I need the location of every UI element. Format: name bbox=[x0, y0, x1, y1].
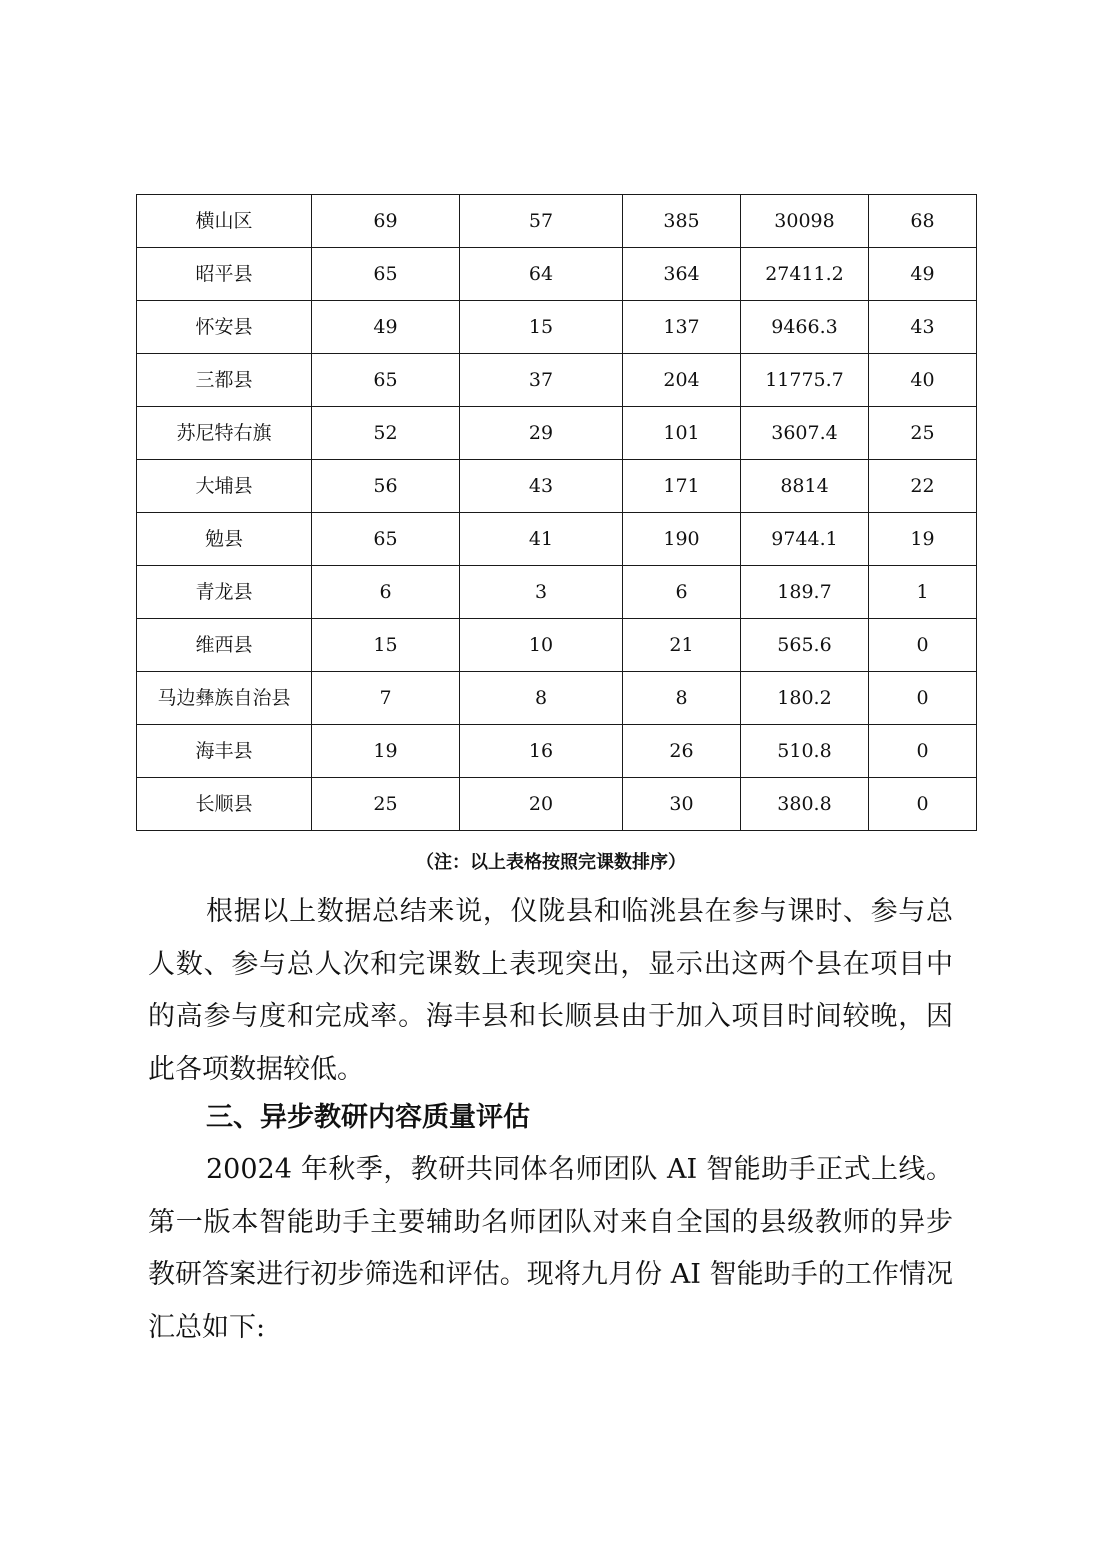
table-row bbox=[137, 566, 977, 619]
value-cell: 40 bbox=[869, 354, 977, 407]
value-cell: 11775.7 bbox=[741, 354, 869, 407]
table-body bbox=[137, 195, 977, 831]
value-cell: 10 bbox=[460, 619, 623, 672]
value-cell: 20 bbox=[460, 778, 623, 831]
value-cell: 6 bbox=[623, 566, 741, 619]
county-name-cell: 维西县 bbox=[137, 619, 312, 672]
county-name-cell: 青龙县 bbox=[137, 566, 312, 619]
table-row bbox=[137, 195, 977, 248]
value-cell: 30 bbox=[623, 778, 741, 831]
value-cell: 15 bbox=[460, 301, 623, 354]
value-cell: 26 bbox=[623, 725, 741, 778]
county-name-cell: 勉县 bbox=[137, 513, 312, 566]
value-cell: 8 bbox=[623, 672, 741, 725]
value-cell: 0 bbox=[869, 672, 977, 725]
value-cell: 0 bbox=[869, 778, 977, 831]
value-cell: 380.8 bbox=[741, 778, 869, 831]
value-cell: 0 bbox=[869, 725, 977, 778]
value-cell: 0 bbox=[869, 619, 977, 672]
county-name-cell: 长顺县 bbox=[137, 778, 312, 831]
table-row bbox=[137, 301, 977, 354]
value-cell: 8 bbox=[460, 672, 623, 725]
county-name-cell: 横山区 bbox=[137, 195, 312, 248]
table-row bbox=[137, 778, 977, 831]
value-cell: 49 bbox=[869, 248, 977, 301]
value-cell: 25 bbox=[869, 407, 977, 460]
value-cell: 21 bbox=[623, 619, 741, 672]
county-name-cell: 海丰县 bbox=[137, 725, 312, 778]
value-cell: 27411.2 bbox=[741, 248, 869, 301]
county-name-cell: 大埔县 bbox=[137, 460, 312, 513]
county-name-cell: 苏尼特右旗 bbox=[137, 407, 312, 460]
value-cell: 25 bbox=[312, 778, 460, 831]
value-cell: 56 bbox=[312, 460, 460, 513]
value-cell: 65 bbox=[312, 248, 460, 301]
value-cell: 204 bbox=[623, 354, 741, 407]
table-row bbox=[137, 460, 977, 513]
section-heading: 三、异步教研内容质量评估 bbox=[206, 1102, 530, 1133]
table-row bbox=[137, 725, 977, 778]
value-cell: 49 bbox=[312, 301, 460, 354]
value-cell: 9466.3 bbox=[741, 301, 869, 354]
table-row bbox=[137, 354, 977, 407]
value-cell: 41 bbox=[460, 513, 623, 566]
value-cell: 57 bbox=[460, 195, 623, 248]
value-cell: 1 bbox=[869, 566, 977, 619]
table-row bbox=[137, 248, 977, 301]
county-name-cell: 昭平县 bbox=[137, 248, 312, 301]
value-cell: 3 bbox=[460, 566, 623, 619]
value-cell: 137 bbox=[623, 301, 741, 354]
value-cell: 8814 bbox=[741, 460, 869, 513]
value-cell: 65 bbox=[312, 513, 460, 566]
value-cell: 19 bbox=[869, 513, 977, 566]
value-cell: 6 bbox=[312, 566, 460, 619]
county-name-cell: 三都县 bbox=[137, 354, 312, 407]
value-cell: 101 bbox=[623, 407, 741, 460]
value-cell: 189.7 bbox=[741, 566, 869, 619]
value-cell: 68 bbox=[869, 195, 977, 248]
value-cell: 171 bbox=[623, 460, 741, 513]
county-name-cell: 怀安县 bbox=[137, 301, 312, 354]
value-cell: 22 bbox=[869, 460, 977, 513]
value-cell: 52 bbox=[312, 407, 460, 460]
value-cell: 43 bbox=[869, 301, 977, 354]
value-cell: 364 bbox=[623, 248, 741, 301]
value-cell: 19 bbox=[312, 725, 460, 778]
table-note: （注：以上表格按照完课数排序） bbox=[416, 852, 686, 873]
value-cell: 43 bbox=[460, 460, 623, 513]
value-cell: 7 bbox=[312, 672, 460, 725]
table-row bbox=[137, 619, 977, 672]
value-cell: 385 bbox=[623, 195, 741, 248]
value-cell: 510.8 bbox=[741, 725, 869, 778]
ai-assistant-paragraph: 20024 年秋季，教研共同体名师团队 AI 智能助手正式上线。第一版本智能助手主要辅助名师团队对来自全国的县级教师的异步教研答案进行初步筛选和评估。现将九月份 AI 智能助手的工作情况汇总如下: bbox=[148, 1154, 953, 1343]
summary-paragraph: 根据以上数据总结来说，仪陇县和临洮县在参与课时、参与总人数、参与总人次和完课数上表现突出，显示出这两个县在项目中的高参与度和完成率。海丰县和长顺县由于加入项目时间较晚，因此各项数据较低。 bbox=[148, 896, 953, 1085]
value-cell: 190 bbox=[623, 513, 741, 566]
value-cell: 16 bbox=[460, 725, 623, 778]
value-cell: 37 bbox=[460, 354, 623, 407]
value-cell: 65 bbox=[312, 354, 460, 407]
value-cell: 15 bbox=[312, 619, 460, 672]
county-name-cell: 马边彝族自治县 bbox=[137, 672, 312, 725]
value-cell: 565.6 bbox=[741, 619, 869, 672]
table-row bbox=[137, 672, 977, 725]
data-table bbox=[136, 194, 977, 831]
table-row bbox=[137, 513, 977, 566]
table-row bbox=[137, 407, 977, 460]
value-cell: 3607.4 bbox=[741, 407, 869, 460]
value-cell: 180.2 bbox=[741, 672, 869, 725]
value-cell: 69 bbox=[312, 195, 460, 248]
value-cell: 30098 bbox=[741, 195, 869, 248]
value-cell: 29 bbox=[460, 407, 623, 460]
value-cell: 64 bbox=[460, 248, 623, 301]
value-cell: 9744.1 bbox=[741, 513, 869, 566]
